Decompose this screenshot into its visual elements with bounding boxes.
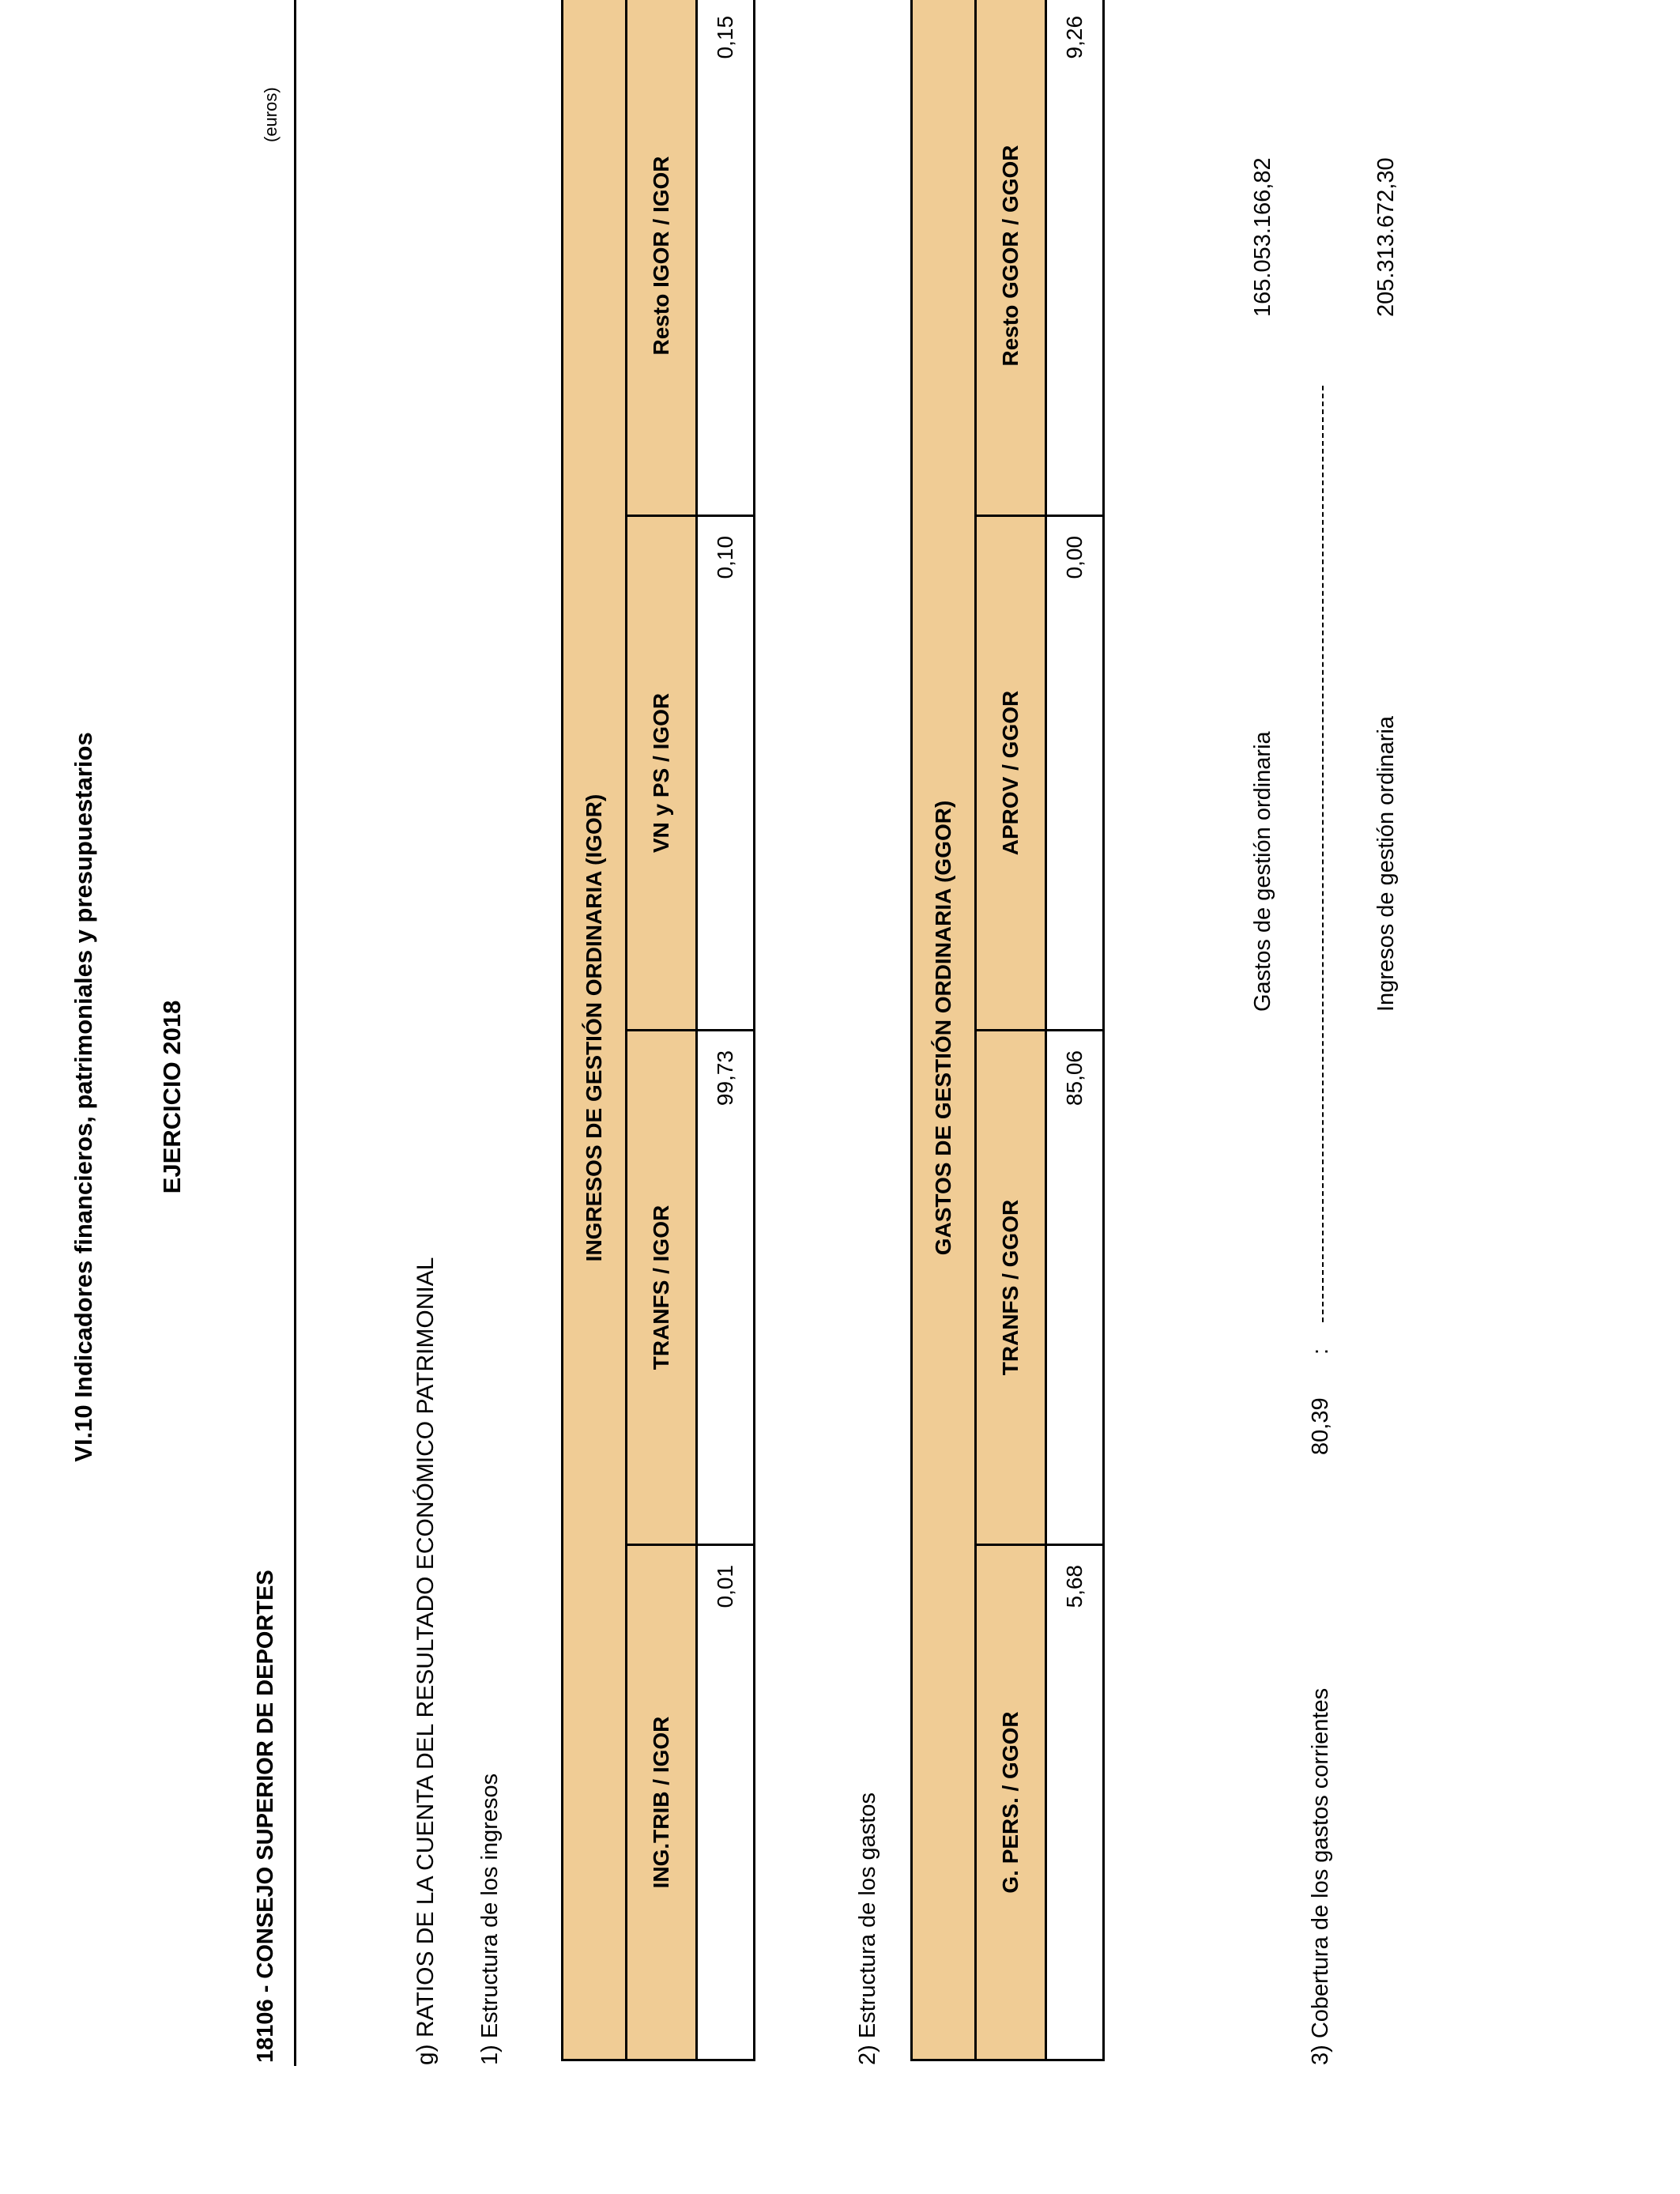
ingresos-col-ing-trib: ING.TRIB / IGOR [627,1545,697,2060]
ingresos-col-tranfs: TRANFS / IGOR [627,1031,697,1545]
cobertura-numerator-value: 165.053.166,82 [1250,157,1275,317]
gastos-table [910,0,1105,2061]
ingresos-label: 1) Estructura de los ingresos [477,1773,503,2065]
gastos-col-resto: Resto GGOR / GGOR [976,0,1046,516]
section-g-heading: g) RATIOS DE LA CUENTA DEL RESULTADO ECONÓMICO PATRIMONIAL [412,1257,439,2065]
cobertura-ratio: 80,39 [1308,1397,1333,1455]
gastos-col-tranfs: TRANFS / GGOR [976,1031,1046,1545]
report-title: VI.10 Indicadores financieros, patrimoniales y presupuestarios [70,732,97,1462]
units-label: (euros) [261,87,281,142]
cobertura-denominator-label: Ingresos de gestión ordinaria [1373,715,1399,1012]
ingresos-val-resto: 0,15 [697,0,755,516]
ingresos-col-vn-ps: VN y PS / IGOR [627,516,697,1031]
cobertura-denominator-value: 205.313.672,30 [1373,157,1399,317]
ingresos-col-resto: Resto IGOR / IGOR [627,0,697,516]
fraction-line [1322,386,1324,1322]
gastos-col-g-pers: G. PERS. / GGOR [976,1545,1046,2060]
cobertura-label: 3) Cobertura de los gastos corrientes [1308,1687,1333,2065]
gastos-col-aprov: APROV / GGOR [976,516,1046,1031]
ingresos-val-tranfs: 99,73 [697,1031,755,1545]
ingresos-table [561,0,755,2061]
ingresos-val-ing-trib: 0,01 [697,1545,755,2060]
ingresos-group-header: INGRESOS DE GESTIÓN ORDINARIA (IGOR) [563,0,627,2060]
gastos-val-tranfs: 85,06 [1046,1031,1104,1545]
gastos-val-aprov: 0,00 [1046,516,1104,1031]
header-rule [294,0,296,2066]
gastos-val-resto: 9,26 [1046,0,1104,516]
gastos-label: 2) Estructura de los gastos [855,1793,880,2065]
ingresos-val-vn-ps: 0,10 [697,516,755,1031]
gastos-group-header: GASTOS DE GESTIÓN ORDINARIA (GGOR) [912,0,976,2060]
gastos-val-g-pers: 5,68 [1046,1545,1104,2060]
cobertura-numerator-label: Gastos de gestión ordinaria [1250,731,1275,1012]
entity-name: 18106 - CONSEJO SUPERIOR DE DEPORTES [253,1570,278,2063]
report-subtitle: EJERCICIO 2018 [158,1000,186,1194]
cobertura-separator: : [1308,1348,1333,1355]
